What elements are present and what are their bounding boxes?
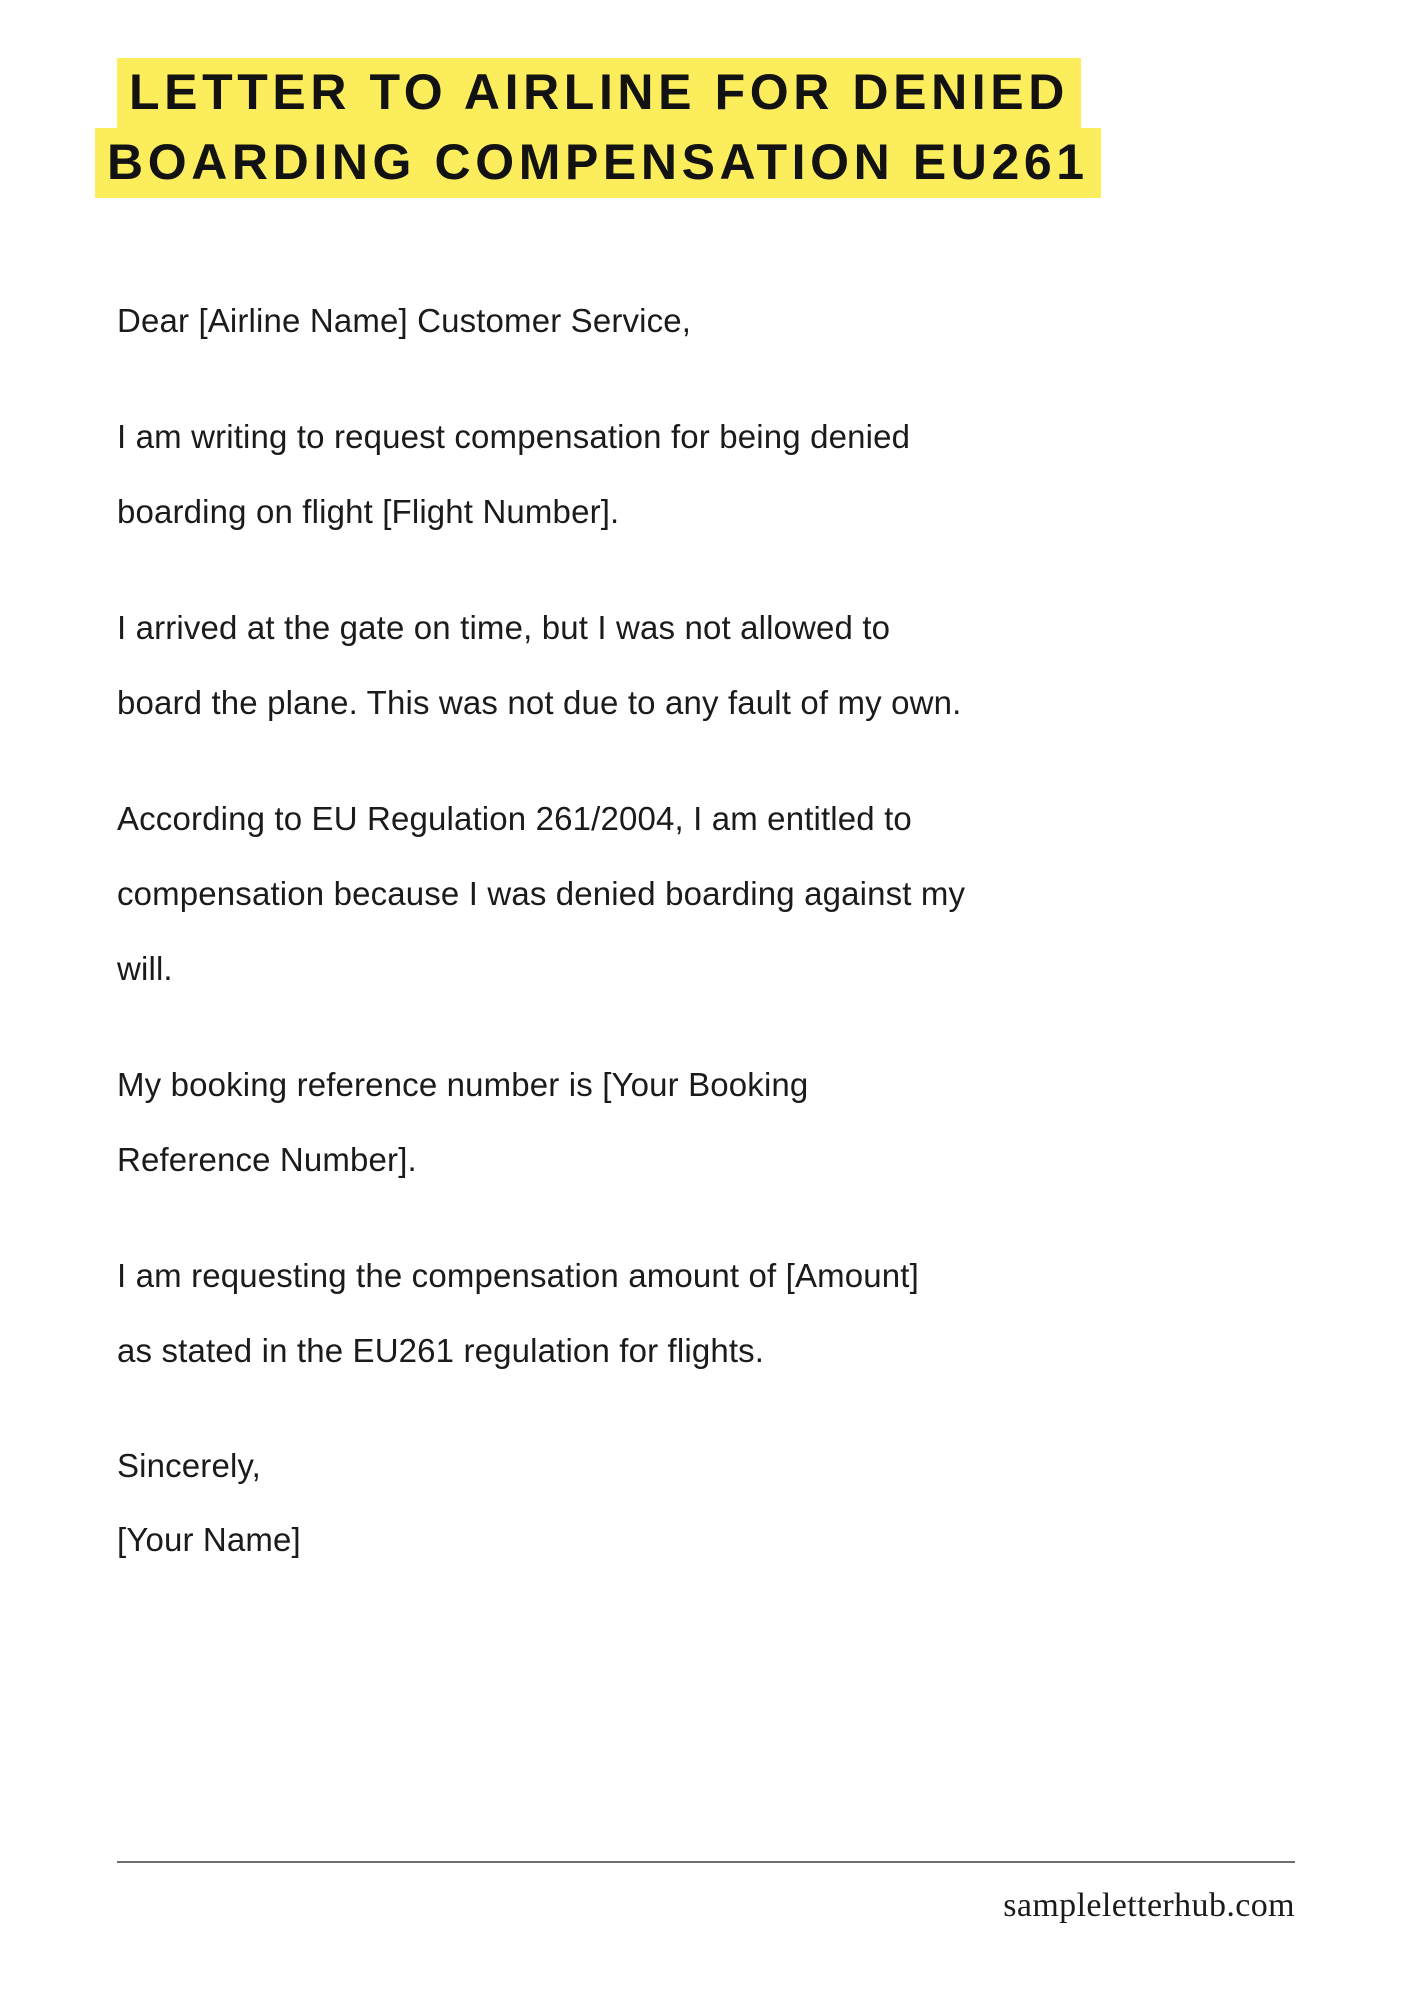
title-line-2 [95,128,1325,196]
paragraph-gate-denied [117,590,1317,740]
paragraph-eu-regulation [117,781,1317,1006]
closing-block [117,1429,1317,1577]
paragraph-4-line-1: My booking reference number is [Your Booking [117,1066,809,1103]
letter-body [117,283,1317,1577]
title-line-1 [117,58,1325,126]
paragraph-2-line-2: board the plane. This was not due to any fault of my own. [117,684,962,721]
paragraph-3-line-3: will. [117,950,173,987]
paragraph-compensation-amount [117,1238,1317,1388]
salutation-line: Dear [Airline Name] Customer Service, [117,302,692,339]
page-title [95,58,1325,196]
closing-signature-name: [Your Name] [117,1521,301,1558]
paragraph-5-line-1: I am requesting the compensation amount of [Amount] [117,1257,919,1294]
paragraph-1-line-1: I am writing to request compensation for being denied [117,418,911,455]
footer-website: sampleletterhub.com [1003,1887,1295,1924]
title-highlight-2: BOARDING COMPENSATION EU261 [95,128,1101,198]
paragraph-request-compensation [117,399,1317,549]
paragraph-2-line-1: I arrived at the gate on time, but I was not allowed to [117,609,891,646]
salutation [117,283,1317,358]
paragraph-3-line-2: compensation because I was denied boarding against my [117,875,966,912]
paragraph-4-line-2: Reference Number]. [117,1141,417,1178]
closing-salutation: Sincerely, [117,1447,261,1484]
paragraph-3-line-1: According to EU Regulation 261/2004, I am entitled to [117,800,912,837]
paragraph-1-line-2: boarding on flight [Flight Number]. [117,493,620,530]
paragraph-booking-reference [117,1047,1317,1197]
title-highlight-1: LETTER TO AIRLINE FOR DENIED [117,58,1081,128]
paragraph-5-line-2: as stated in the EU261 regulation for flights. [117,1332,765,1369]
footer-divider [117,1861,1295,1863]
